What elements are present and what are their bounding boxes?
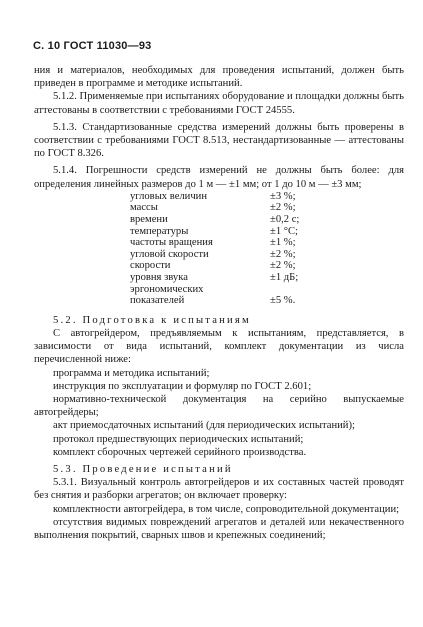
measure-value: ±2 %; <box>270 260 296 272</box>
page-header: С. 10 ГОСТ 11030—93 <box>33 40 152 52</box>
measure-name: уровня звука <box>130 271 188 283</box>
measure-value: ±0,2 с; <box>270 214 300 226</box>
measure-value <box>270 284 299 296</box>
measure-row <box>130 202 299 214</box>
measure-name: частоты вращения <box>130 237 213 249</box>
measure-value: ±2 %; <box>270 202 296 214</box>
paragraph-5-1-3: 5.1.3. Стандартизованные средства измерений должны быть проверены в соответствии с требованиями ГОСТ 8.513, нестандартизованные — аттестованы по ГОСТ 8.326. <box>34 121 404 160</box>
measure-name: эргономических <box>130 283 204 295</box>
list-item: инструкция по эксплуатации и формуляр по ГОСТ 2.601; <box>53 380 312 392</box>
measure-value: ±2 %; <box>270 248 296 260</box>
measure-name: угловой скорости <box>130 248 209 260</box>
paragraph-5-2-intro: С автогрейдером, предъявляемым к испытаниям, представляется, в зависимости от вида испытаний, комплект документации из числа перечисленной ниже: <box>34 327 404 366</box>
section-heading-5-3: 5.3. Проведение испытаний <box>53 464 233 475</box>
list-item: акт приемосдаточных испытаний (для периодических испытаний); <box>53 420 355 432</box>
list-item: комплект сборочных чертежей серийного производства. <box>53 446 307 458</box>
measure-row <box>130 191 299 203</box>
measure-row <box>130 237 299 249</box>
measure-name: скорости <box>130 260 171 272</box>
list-item: комплектности автогрейдера, в том числе, сопроводительной документации; <box>53 503 400 515</box>
paragraph-5-1-2: 5.1.2. Применяемые при испытаниях оборудование и площадки должны быть аттестованы в соответствии с требованиями ГОСТ 24555. <box>34 91 404 116</box>
paragraph-continuation: ния и материалов, необходимых для проведения испытаний, должен быть приведен в программе и методике испытаний. <box>34 65 404 90</box>
measure-value: ±5 %. <box>270 295 296 307</box>
measure-row <box>130 249 299 261</box>
measurement-error-table <box>130 191 299 307</box>
list-item: нормативно-технической документация на серийно выпускаемые автогрейдеры; <box>34 393 404 419</box>
measure-value: ±1 °С; <box>270 225 299 237</box>
measure-name: показателей <box>130 295 185 307</box>
list-item: протокол предшествующих периодических испытаний; <box>53 433 304 445</box>
measure-row <box>130 284 299 296</box>
measure-name: массы <box>130 202 158 214</box>
document-body <box>34 64 404 542</box>
measure-row <box>130 226 299 238</box>
section-heading-5-2: 5.2. Подготовка к испытаниям <box>53 314 251 326</box>
list-item: программа и методика испытаний; <box>53 367 210 379</box>
measure-row <box>130 260 299 272</box>
measure-value: ±1 %; <box>270 237 296 249</box>
measure-name: времени <box>130 214 168 226</box>
measure-value: ±3 %; <box>270 190 296 202</box>
measure-value: ±1 дБ; <box>270 271 299 283</box>
paragraph-5-1-4: 5.1.4. Погрешности средств измерений не должны быть более: для определения линейных размеров до 1 м — ±1 мм; от 1 до 10 м — ±3 мм; <box>34 165 404 190</box>
paragraph-5-3-1: 5.3.1. Визуальный контроль автогрейдеров и их составных частей проводят без снятия и разборки агрегатов; он включает проверку: <box>34 477 404 502</box>
measure-row <box>130 295 299 307</box>
measure-name: температуры <box>130 225 189 237</box>
measure-row <box>130 272 299 284</box>
measure-name: угловых величин <box>130 190 208 202</box>
list-item: отсутствия видимых повреждений агрегатов и деталей или некачественного выполнения покрытий, сварных швов и крепежных соединений; <box>34 516 404 542</box>
measure-row <box>130 214 299 226</box>
